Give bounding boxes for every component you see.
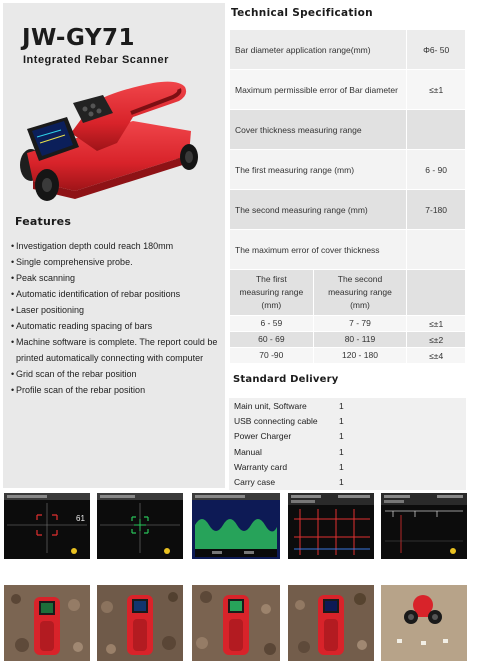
range-first: 70 -90 [230, 348, 314, 364]
range-first: 60 - 69 [230, 332, 314, 348]
rebar-scanner-image [13, 73, 198, 208]
table-row [230, 30, 466, 70]
spec-label: The maximum error of cover thickness [230, 230, 407, 270]
spec-label: Cover thickness measuring range [230, 110, 407, 150]
range-second: 80 - 119 [313, 332, 407, 348]
table-row [230, 230, 466, 270]
model-title: JW-GY71 [22, 25, 135, 51]
spec-value: ≤±1 [407, 70, 466, 110]
delivery-qty: 1 [339, 400, 344, 411]
feature-item: • Laser positioning [11, 302, 225, 318]
spec-value [407, 110, 466, 150]
spec-value [407, 230, 466, 270]
screen-thumbnail-crosshair [4, 493, 90, 559]
spec-value: 7-180 [407, 190, 466, 230]
table-row [230, 110, 466, 150]
feature-item: • Automatic reading spacing of bars [11, 318, 225, 334]
table-row [230, 348, 466, 364]
delivery-item: Manual [234, 446, 262, 457]
table-row [229, 413, 466, 428]
delivery-qty: 1 [339, 415, 344, 426]
delivery-qty: 1 [339, 477, 344, 488]
table-row [230, 70, 466, 110]
delivery-qty: 1 [339, 431, 344, 442]
delivery-item: Power Charger [234, 431, 292, 442]
spec-label: The second measuring range (mm) [230, 190, 407, 230]
photo-scanner-on-concrete-2 [97, 585, 183, 661]
feature-item: • Investigation depth could reach 180mm [11, 238, 225, 254]
screen-thumbnail-green-crosshair [97, 493, 183, 559]
photo-scanner-wheels [381, 585, 467, 661]
spec-value: 6 - 90 [407, 150, 466, 190]
table-row [229, 398, 466, 413]
feature-item: • Automatic identification of rebar positions [11, 286, 225, 302]
range-error: ≤±4 [407, 348, 466, 364]
feature-item: • Single comprehensive probe. [11, 254, 225, 270]
product-panel [3, 3, 225, 488]
screen-thumbnail-waveform [192, 493, 280, 559]
range-first: 6 - 59 [230, 316, 314, 332]
sub-header-second: The second measuring range (mm) [313, 270, 407, 316]
sub-header-first: The first measuring range (mm) [230, 270, 314, 316]
range-error: ≤±1 [407, 316, 466, 332]
delivery-heading: Standard Delivery [233, 374, 339, 385]
table-row [230, 150, 466, 190]
screen-thumbnail-profile-scan [381, 493, 467, 559]
table-row [230, 332, 466, 348]
table-row [229, 459, 466, 474]
screen-readout: 61 [76, 514, 85, 523]
delivery-item: Warranty card [234, 461, 288, 472]
delivery-qty: 1 [339, 446, 344, 457]
photo-scanner-on-concrete-3 [192, 585, 280, 661]
sub-header-error [407, 270, 466, 316]
spec-value: Φ6- 50 [407, 30, 466, 70]
range-error: ≤±2 [407, 332, 466, 348]
range-second: 120 - 180 [313, 348, 407, 364]
delivery-item: Main unit, Software [234, 400, 307, 411]
spec-heading: Technical Specification [231, 7, 373, 19]
table-row [230, 316, 466, 332]
delivery-table [229, 398, 466, 490]
product-name: Integrated Rebar Scanner [23, 54, 169, 66]
feature-item: • Machine software is complete. The report could be printed automatically connecting with computer [11, 334, 225, 366]
range-second: 7 - 79 [313, 316, 407, 332]
features-list [11, 238, 225, 398]
photo-scanner-on-concrete-4 [288, 585, 374, 661]
table-row [229, 429, 466, 444]
feature-item: • Peak scanning [11, 270, 225, 286]
photo-scanner-on-concrete-1 [4, 585, 90, 661]
delivery-item: Carry case [234, 477, 276, 488]
screen-thumbnail-grid-scan [288, 493, 374, 559]
feature-item: • Profile scan of the rebar position [11, 382, 225, 398]
spec-label: The first measuring range (mm) [230, 150, 407, 190]
features-heading: Features [15, 215, 72, 228]
table-row [229, 475, 466, 490]
table-row [230, 190, 466, 230]
table-row [229, 444, 466, 459]
table-row [230, 270, 466, 316]
delivery-qty: 1 [339, 461, 344, 472]
delivery-item: USB connecting cable [234, 415, 318, 426]
spec-label: Bar diameter application range(mm) [230, 30, 407, 70]
feature-item: • Grid scan of the rebar position [11, 366, 225, 382]
spec-table [229, 29, 466, 364]
spec-label: Maximum permissible error of Bar diameter [230, 70, 407, 110]
